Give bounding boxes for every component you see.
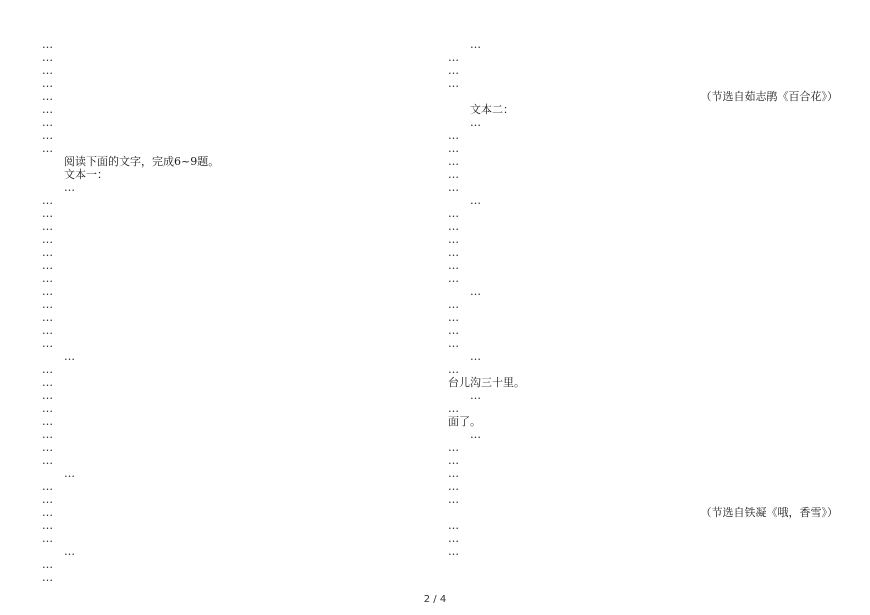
right-column-line: … <box>448 259 459 272</box>
right-column-line: 文本二： <box>470 103 514 116</box>
left-column-line: … <box>42 51 53 64</box>
right-column-line: … <box>448 64 459 77</box>
right-column-line: … <box>470 428 481 441</box>
left-column-line: … <box>42 233 53 246</box>
left-column-line: … <box>42 493 53 506</box>
left-column-line: … <box>42 194 53 207</box>
right-column-line: （节选自铁凝《哦，香雪》） <box>700 506 838 519</box>
right-column-line: … <box>470 194 481 207</box>
left-column-line: … <box>42 311 53 324</box>
right-column-line: … <box>448 532 459 545</box>
right-column-line: … <box>470 350 481 363</box>
right-column-line: … <box>448 272 459 285</box>
left-column-line: … <box>64 545 75 558</box>
left-column-line: 文本一： <box>64 168 108 181</box>
left-column-line: … <box>64 350 75 363</box>
left-column-line: … <box>42 38 53 51</box>
left-column <box>42 38 432 584</box>
right-column-line: … <box>470 389 481 402</box>
right-column-line: … <box>448 519 459 532</box>
left-column-line: … <box>42 532 53 545</box>
right-column-line: … <box>448 207 459 220</box>
left-column-line: … <box>42 207 53 220</box>
right-column-line: 台儿沟三十里。 <box>448 376 525 389</box>
left-column-line: … <box>42 363 53 376</box>
right-column-line: … <box>448 233 459 246</box>
right-column-line: … <box>448 155 459 168</box>
right-column-line: … <box>448 181 459 194</box>
left-column-line: … <box>42 272 53 285</box>
right-column-line: … <box>448 545 459 558</box>
left-column-line: … <box>64 467 75 480</box>
left-column-line: … <box>42 441 53 454</box>
right-column-line: … <box>448 363 459 376</box>
right-column-line: … <box>470 116 481 129</box>
left-column-line: … <box>64 181 75 194</box>
left-column-line: … <box>42 480 53 493</box>
right-column-line: … <box>448 77 459 90</box>
left-column-line: … <box>42 298 53 311</box>
right-column-line: … <box>448 142 459 155</box>
right-column-line: … <box>448 337 459 350</box>
left-column-line: … <box>42 246 53 259</box>
left-column-line: … <box>42 454 53 467</box>
left-column-line: … <box>42 259 53 272</box>
right-column-line: … <box>448 480 459 493</box>
right-column-line: … <box>448 129 459 142</box>
right-column-line: … <box>448 311 459 324</box>
right-column-line: … <box>448 402 459 415</box>
left-column-line: … <box>42 389 53 402</box>
left-column-line: … <box>42 519 53 532</box>
right-column <box>448 38 838 558</box>
left-column-line: … <box>42 285 53 298</box>
right-column-line: … <box>470 285 481 298</box>
right-column-line: … <box>448 493 459 506</box>
page-number: 2 / 4 <box>423 594 447 605</box>
right-column-line: 面了。 <box>448 415 481 428</box>
right-column-line: … <box>470 38 481 51</box>
left-column-line: … <box>42 129 53 142</box>
right-column-line: … <box>448 298 459 311</box>
left-column-line: … <box>42 558 53 571</box>
left-column-line: … <box>42 402 53 415</box>
left-column-line: … <box>42 103 53 116</box>
right-column-line: （节选自茹志鹃《百合花》） <box>700 90 838 103</box>
left-column-line: … <box>42 324 53 337</box>
left-column-line: … <box>42 337 53 350</box>
right-column-line: … <box>448 467 459 480</box>
left-column-line: … <box>42 415 53 428</box>
left-column-line: 阅读下面的文字，完成6~9题。 <box>64 155 220 168</box>
left-column-line: … <box>42 142 53 155</box>
right-column-line: … <box>448 324 459 337</box>
left-column-line: … <box>42 116 53 129</box>
left-column-line: … <box>42 506 53 519</box>
right-column-line: … <box>448 454 459 467</box>
right-column-line: … <box>448 220 459 233</box>
left-column-line: … <box>42 376 53 389</box>
left-column-line: … <box>42 77 53 90</box>
right-column-line: … <box>448 246 459 259</box>
left-column-line: … <box>42 64 53 77</box>
right-column-line: … <box>448 168 459 181</box>
left-column-line: … <box>42 90 53 103</box>
right-column-line: … <box>448 51 459 64</box>
left-column-line: … <box>42 571 53 584</box>
left-column-line: … <box>42 220 53 233</box>
left-column-line: … <box>42 428 53 441</box>
right-column-line: … <box>448 441 459 454</box>
